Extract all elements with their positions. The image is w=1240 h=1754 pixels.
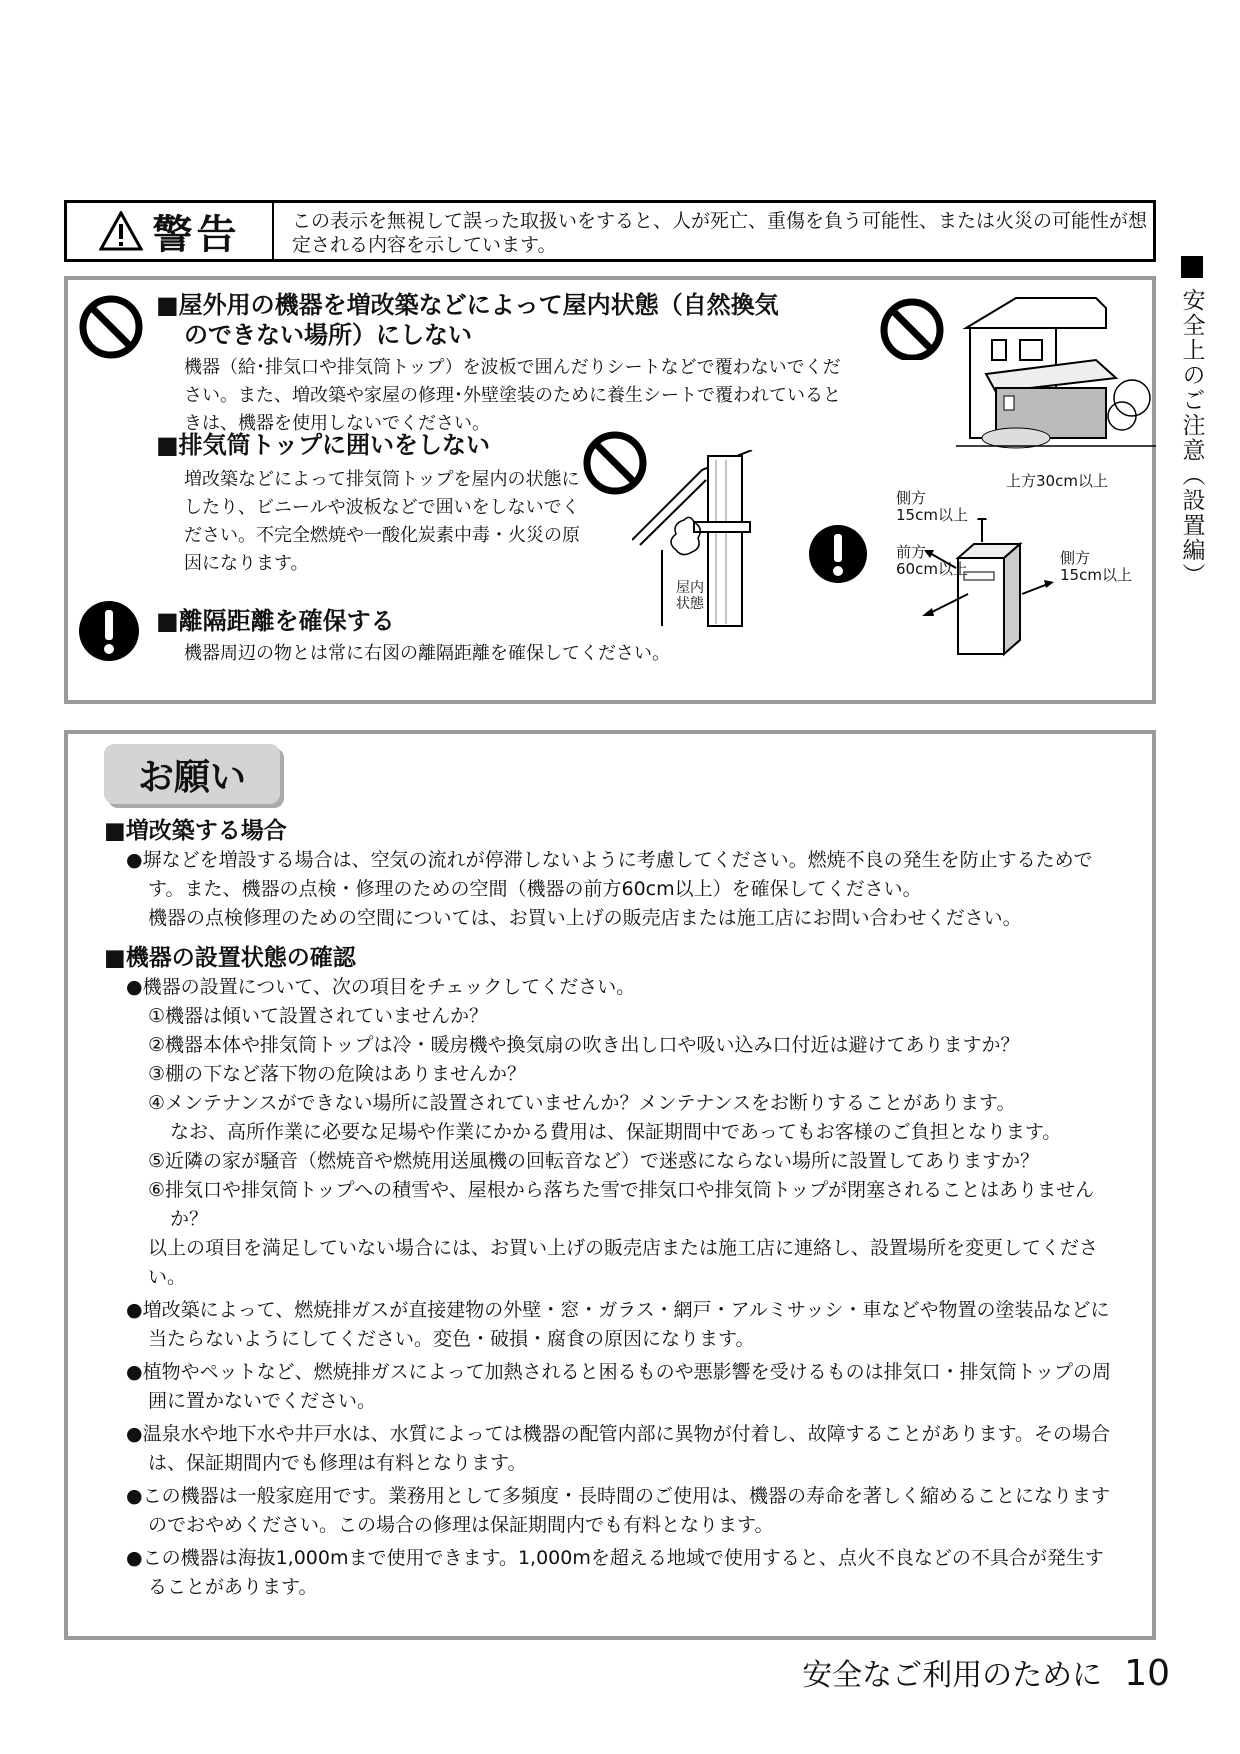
warning-triangle-icon xyxy=(99,211,143,251)
check-summary: 以上の項目を満足していない場合には、お買い上げの販売店または施工店に連絡し、設置場所を変更してください。 xyxy=(148,1237,1099,1288)
list-item: ●塀などを増設する場合は、空気の流れが停滞しないように考慮してください。燃焼不良の発生を防止するためです。また、機器の点検・修理のための空間（機器の前方60cm以上）を確保してください。 xyxy=(126,849,1093,900)
check-item-note: なお、高所作業に必要な足場や作業にかかる費用は、保証期間中であってもお客様のご負担となります。 xyxy=(170,1121,1062,1143)
list-item: ●機器の設置について、次の項目をチェックしてください。 xyxy=(126,976,636,998)
check-item: ⑥排気口や排気筒トップへの積雪や、屋根から落ちた雪で排気口や排気筒トップが閉塞されることはありませんか？ xyxy=(148,1179,1095,1230)
check-item: ③棚の下など落下物の危険はありませんか？ xyxy=(148,1063,527,1085)
list-item-note: 機器の点検修理のための空間については、お買い上げの販売店または施工店にお問い合わせください。 xyxy=(148,907,1022,929)
warning-item-1-body: 機器（給･排気口や排気筒トップ）を波板で囲んだりシートなどで覆わないでください。また、増改築や家屋の修理･外壁塗装のために養生シートで覆われているときは、機器を使用しないでください。 xyxy=(184,357,841,434)
check-item: ②機器本体や排気筒トップは冷・暖房機や換気扇の吹き出し口や吸い込み口付近は避けてありますか？ xyxy=(148,1034,1020,1056)
side-left-clearance-label: 側方 15cm以上 xyxy=(896,489,968,524)
warning-header xyxy=(64,200,1156,262)
page-number: 10 xyxy=(1124,1653,1170,1694)
request-content xyxy=(104,816,1114,1602)
warning-item-2-body: 増改築などによって排気筒トップを屋内の状態にしたり、ビニールや波板などで囲いをしないでください。不完全燃焼や一酸化炭素中毒・火災の原因になります。 xyxy=(184,469,580,574)
warning-item-1-title: ■屋外用の機器を増改築などによって屋内状態（自然換気 のできない場所）にしない xyxy=(156,291,779,349)
side-tab-label: 安全上のご注意（設置編） xyxy=(1178,288,1205,588)
clearance-diagram xyxy=(908,518,1068,658)
prohibition-icon xyxy=(78,294,144,360)
list-item: ●この機器は一般家庭用です。業務用として多頻度・長時間のご使用は、機器の寿命を著しく縮めることになりますのでおやめください。この場合の修理は保証期間内でも有料となります。 xyxy=(126,1485,1111,1536)
list-item: ●この機器は海抜1,000mまで使用できます。1,000mを超える地域で使用すると、点火不良などの不具合が発生することがあります。 xyxy=(126,1547,1104,1598)
section-title: ■増改築する場合 xyxy=(104,818,287,844)
house-illustration xyxy=(956,288,1156,458)
warning-item-3-body: 機器周辺の物とは常に右図の離隔距離を確保してください。 xyxy=(184,643,670,664)
list-item: ●植物やペットなど、燃焼排ガスによって加熱されると困るものや悪影響を受けるものは排気口・排気筒トップの周囲に置かないでください。 xyxy=(126,1361,1112,1412)
list-item: ●増改築によって、燃焼排ガスが直接建物の外壁・窓・ガラス・網戸・アルミサッシ・車などや物置の塗装品などに当たらないようにしてください。変色・破損・腐食の原因になります。 xyxy=(126,1299,1110,1350)
check-item: ⑤近隣の家が騒音（燃焼音や燃焼用送風機の回転音など）で迷惑にならない場所に設置してありますか？ xyxy=(148,1150,1040,1172)
mandatory-icon xyxy=(808,524,868,584)
chimney-enclosure-diagram xyxy=(632,450,832,630)
section-side-tab xyxy=(1174,256,1210,588)
side-tab-marker xyxy=(1181,256,1203,278)
warning-item-3-title: ■離隔距離を確保する xyxy=(156,607,395,635)
footer-title: 安全なご利用のために xyxy=(802,1658,1103,1693)
warning-description: この表示を無視して誤った取扱いをすると、人が死亡、重傷を負う可能性、または火災の可能性が想定される内容を示しています。 xyxy=(292,210,1148,256)
page-footer xyxy=(802,1650,1170,1694)
warning-item-2-title: ■排気筒トップに囲いをしない xyxy=(156,431,490,459)
mandatory-icon xyxy=(78,600,140,662)
check-item: ①機器は傾いて設置されていませんか？ xyxy=(148,1005,489,1027)
request-tab: お願い xyxy=(104,744,280,804)
warning-label xyxy=(67,203,274,259)
warning-label-text: 警告 xyxy=(152,211,241,258)
list-item: ●温泉水や地下水や井戸水は、水質によっては機器の配管内部に異物が付着し、故障することがあります。その場合は、保証期間内でも修理は有料となります。 xyxy=(126,1423,1111,1474)
front-clearance-label: 前方 60cm以上 xyxy=(896,543,968,578)
request-box xyxy=(64,730,1156,1640)
side-right-clearance-label: 側方 15cm以上 xyxy=(1060,549,1132,584)
indoor-state-label: 屋内状態 xyxy=(676,580,704,612)
top-clearance-label: 上方30cm以上 xyxy=(1006,472,1108,490)
warning-box xyxy=(64,276,1156,704)
section-title: ■機器の設置状態の確認 xyxy=(104,945,356,971)
check-item: ④メンテナンスができない場所に設置されていませんか？メンテナンスをお断りすることがあります。 xyxy=(148,1092,1016,1114)
